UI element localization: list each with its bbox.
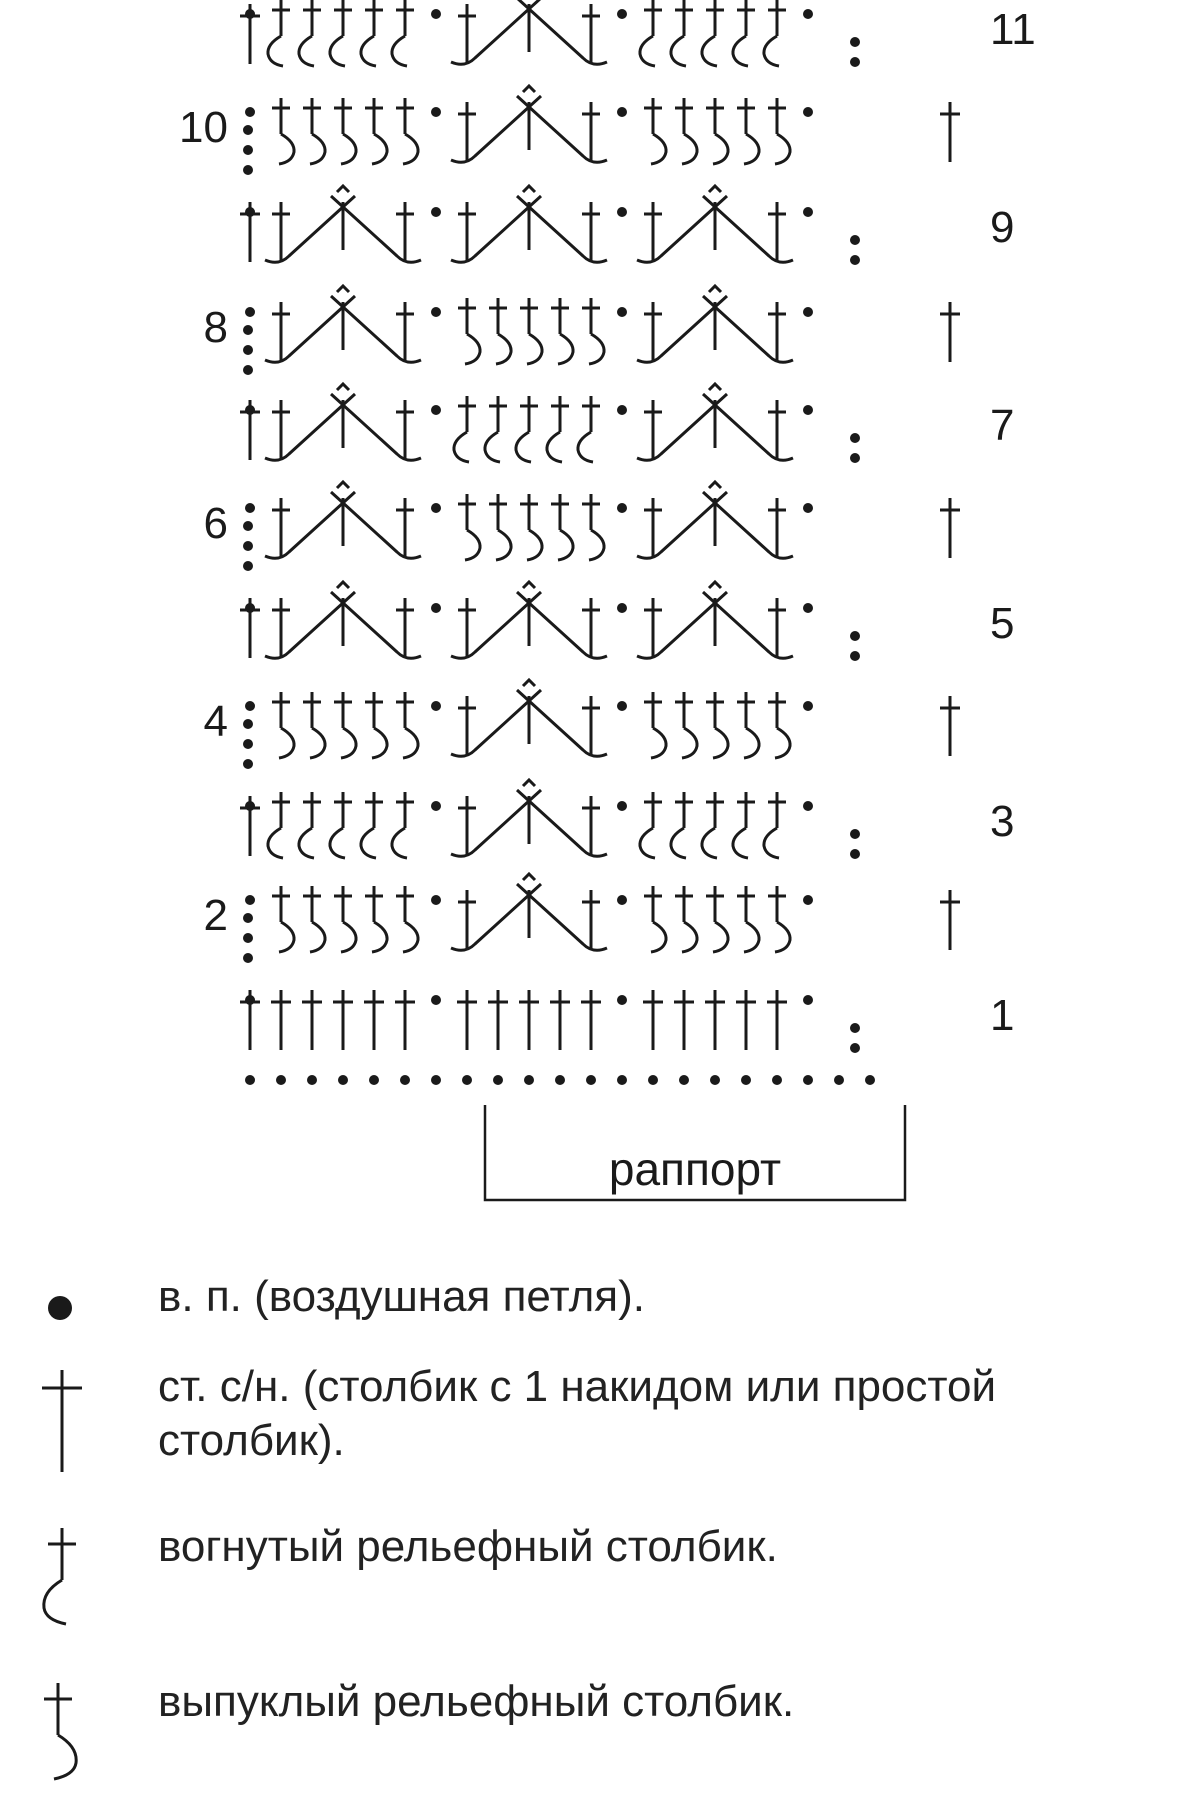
chain-stitch-icon xyxy=(679,1075,689,1085)
chain-stitch-icon xyxy=(617,307,627,317)
dc-stitch-icon xyxy=(364,990,384,1050)
front-post-dc-icon xyxy=(272,692,294,758)
chain-stitch-icon xyxy=(850,433,860,443)
chain-stitch-icon xyxy=(803,995,813,1005)
chain-stitch-icon xyxy=(431,1075,441,1085)
crossed-stitch-group-icon xyxy=(265,482,421,558)
chain-stitch-icon xyxy=(741,1075,751,1085)
front-post-dc-icon xyxy=(303,98,325,164)
chain-stitch-icon xyxy=(710,1075,720,1085)
front-post-dc-icon xyxy=(706,98,728,164)
crossed-stitch-group-icon xyxy=(451,186,607,262)
front-post-dc-icon xyxy=(582,298,604,364)
chain-stitch-icon xyxy=(803,9,813,19)
front-post-dc-icon xyxy=(334,98,356,164)
chain-stitch-icon xyxy=(850,631,860,641)
chain-stitch-icon xyxy=(431,307,441,317)
front-post-dc-icon xyxy=(20,1675,90,1795)
chain-stitch-icon xyxy=(431,207,441,217)
front-post-dc-icon xyxy=(706,692,728,758)
chain-stitch-icon xyxy=(338,1075,348,1085)
chain-stitch-icon xyxy=(850,849,860,859)
chain-stitch-icon xyxy=(617,503,627,513)
chain-stitch-icon xyxy=(431,701,441,711)
dc-stitch-icon xyxy=(271,990,291,1050)
chain-stitch-icon xyxy=(307,1075,317,1085)
front-post-dc-icon xyxy=(396,886,418,952)
front-post-dc-icon xyxy=(675,886,697,952)
chain-stitch-icon xyxy=(243,739,253,749)
chain-stitch-icon xyxy=(850,37,860,47)
back-post-dc-icon xyxy=(330,792,352,858)
row-number-9: 9 xyxy=(990,203,1015,252)
chain-stitch-icon xyxy=(617,107,627,117)
back-post-dc-icon xyxy=(733,792,755,858)
crossed-stitch-group-icon xyxy=(637,482,793,558)
crossed-stitch-group-icon xyxy=(451,680,607,756)
crossed-stitch-group-icon xyxy=(451,86,607,162)
dc-stitch-icon xyxy=(940,302,960,362)
front-post-dc-icon xyxy=(706,886,728,952)
front-post-dc-icon xyxy=(396,98,418,164)
chain-stitch-icon xyxy=(803,701,813,711)
chain-stitch-icon xyxy=(431,503,441,513)
chain-stitch-icon xyxy=(243,365,253,375)
back-post-dc-icon xyxy=(299,792,321,858)
front-post-dc-icon xyxy=(396,692,418,758)
row-number-5: 5 xyxy=(990,599,1015,648)
back-post-dc-icon xyxy=(392,0,414,66)
chain-stitch-icon xyxy=(772,1075,782,1085)
chain-stitch-icon xyxy=(617,801,627,811)
chain-stitch-icon xyxy=(850,235,860,245)
back-post-dc-icon xyxy=(547,396,569,462)
front-post-dc-icon xyxy=(675,98,697,164)
front-post-dc-icon xyxy=(675,692,697,758)
chain-stitch-icon xyxy=(400,1075,410,1085)
back-post-dc-icon xyxy=(640,0,662,66)
front-post-dc-icon xyxy=(737,98,759,164)
dc-stitch-icon xyxy=(240,598,260,658)
back-post-dc-icon xyxy=(516,396,538,462)
crossed-stitch-group-icon xyxy=(451,0,607,64)
chain-stitch-icon xyxy=(243,953,253,963)
row-number-7: 7 xyxy=(990,401,1015,450)
dc-stitch-icon xyxy=(940,102,960,162)
dc-stitch-icon xyxy=(581,990,601,1050)
dc-stitch-icon xyxy=(395,990,415,1050)
chain-stitch-icon xyxy=(243,325,253,335)
back-post-dc-icon xyxy=(268,0,290,66)
row-number-3: 3 xyxy=(990,797,1015,846)
legend-text-back-post: вогнутый рельефный столбик. xyxy=(158,1522,778,1571)
chain-stitch-icon xyxy=(850,1023,860,1033)
row-number-6: 6 xyxy=(203,499,228,548)
front-post-dc-icon xyxy=(737,692,759,758)
back-post-dc-icon xyxy=(330,0,352,66)
front-post-dc-icon xyxy=(272,886,294,952)
dc-stitch-icon xyxy=(240,400,260,460)
crossed-stitch-group-icon xyxy=(265,582,421,658)
chain-stitch-icon xyxy=(245,503,255,513)
chain-stitch-icon xyxy=(617,603,627,613)
front-post-dc-icon xyxy=(644,98,666,164)
chain-stitch-icon xyxy=(617,895,627,905)
front-post-dc-icon xyxy=(334,886,356,952)
chain-stitch-icon xyxy=(617,207,627,217)
dc-stitch-icon xyxy=(333,990,353,1050)
dc-stitch-icon xyxy=(240,796,260,856)
chain-stitch-icon xyxy=(617,1075,627,1085)
crossed-stitch-group-icon xyxy=(637,286,793,362)
front-post-dc-icon xyxy=(272,98,294,164)
chain-stitch-icon xyxy=(245,107,255,117)
back-post-dc-icon xyxy=(764,0,786,66)
dc-stitch-icon xyxy=(302,990,322,1050)
chain-stitch-icon xyxy=(243,719,253,729)
front-post-dc-icon xyxy=(644,886,666,952)
back-post-dc-icon xyxy=(485,396,507,462)
dc-stitch-icon xyxy=(674,990,694,1050)
back-post-dc-icon xyxy=(764,792,786,858)
back-post-dc-icon xyxy=(268,792,290,858)
chain-stitch-icon xyxy=(850,1043,860,1053)
legend-text-front-post: выпуклый рельефный столбик. xyxy=(158,1677,795,1726)
chain-stitch-icon xyxy=(243,541,253,551)
chain-stitch-icon xyxy=(243,521,253,531)
back-post-dc-icon xyxy=(361,792,383,858)
chain-stitch-icon xyxy=(617,405,627,415)
dc-stitch-icon xyxy=(705,990,725,1050)
dc-stitch-icon xyxy=(519,990,539,1050)
front-post-dc-icon xyxy=(458,494,480,560)
front-post-dc-icon xyxy=(551,298,573,364)
crossed-stitch-group-icon xyxy=(451,582,607,658)
back-post-dc-icon xyxy=(454,396,476,462)
dc-stitch-icon xyxy=(240,4,260,64)
chain-stitch-icon xyxy=(245,1075,255,1085)
chain-stitch-icon xyxy=(431,995,441,1005)
front-post-dc-icon xyxy=(365,692,387,758)
crossed-stitch-group-icon xyxy=(265,384,421,460)
back-post-dc-icon xyxy=(20,1520,90,1640)
chain-stitch-icon xyxy=(243,759,253,769)
chain-stitch-icon xyxy=(555,1075,565,1085)
front-post-dc-icon xyxy=(582,494,604,560)
chain-stitch-icon xyxy=(803,207,813,217)
chain-stitch-icon xyxy=(243,165,253,175)
dc-stitch-icon xyxy=(767,990,787,1050)
legend-text-dc: ст. с/н. (столбик с 1 накидом или простой столбик). xyxy=(158,1362,997,1465)
front-post-dc-icon xyxy=(768,98,790,164)
back-post-dc-icon xyxy=(578,396,600,462)
chain-stitch-icon xyxy=(850,453,860,463)
dc-stitch-icon xyxy=(940,498,960,558)
front-post-dc-icon xyxy=(458,298,480,364)
chain-stitch-icon xyxy=(431,107,441,117)
chain-stitch-icon xyxy=(243,125,253,135)
dc-stitch-icon xyxy=(643,990,663,1050)
row-number-1: 1 xyxy=(990,991,1015,1040)
chain-stitch-icon xyxy=(803,307,813,317)
front-post-dc-icon xyxy=(303,886,325,952)
chain-stitch-icon xyxy=(245,701,255,711)
back-post-dc-icon xyxy=(671,792,693,858)
front-post-dc-icon xyxy=(768,886,790,952)
chain-stitch-icon xyxy=(803,1075,813,1085)
dc-stitch-icon xyxy=(488,990,508,1050)
front-post-dc-icon xyxy=(303,692,325,758)
front-post-dc-icon xyxy=(334,692,356,758)
chain-stitch-icon xyxy=(803,405,813,415)
chain-stitch-icon xyxy=(243,345,253,355)
back-post-dc-icon xyxy=(361,0,383,66)
chain-stitch-icon xyxy=(243,145,253,155)
dc-stitch-icon xyxy=(240,990,260,1050)
row-number-4: 4 xyxy=(203,697,228,746)
front-post-dc-icon xyxy=(365,98,387,164)
front-post-dc-icon xyxy=(520,494,542,560)
chain-stitch-icon xyxy=(431,603,441,613)
chain-stitch-icon xyxy=(493,1075,503,1085)
row-labels xyxy=(179,5,1036,1040)
chain-stitch-icon xyxy=(850,651,860,661)
front-post-dc-icon xyxy=(737,886,759,952)
dc-stitch-icon xyxy=(550,990,570,1050)
chain-stitch-icon xyxy=(617,995,627,1005)
chain-stitch-icon xyxy=(617,701,627,711)
front-post-dc-icon xyxy=(365,886,387,952)
row-number-10: 10 xyxy=(179,103,228,152)
chain-stitch-icon xyxy=(369,1075,379,1085)
chart-symbols xyxy=(240,0,960,1085)
chain-stitch-icon xyxy=(834,1075,844,1085)
double-crochet-icon xyxy=(20,1360,90,1480)
chain-stitch-icon xyxy=(803,107,813,117)
dc-stitch-icon xyxy=(736,990,756,1050)
chain-stitch-icon xyxy=(276,1075,286,1085)
crossed-stitch-group-icon xyxy=(637,186,793,262)
repeat-label: раппорт xyxy=(608,1143,782,1195)
back-post-dc-icon xyxy=(640,792,662,858)
chain-stitch-icon xyxy=(524,1075,534,1085)
chain-stitch-icon xyxy=(617,9,627,19)
crossed-stitch-group-icon xyxy=(637,384,793,460)
chain-stitch-icon xyxy=(243,561,253,571)
dc-stitch-icon xyxy=(457,990,477,1050)
chain-stitch-icon xyxy=(850,255,860,265)
chain-stitch-icon xyxy=(243,913,253,923)
row-number-11: 11 xyxy=(990,5,1036,54)
legend-text-chain: в. п. (воздушная петля). xyxy=(158,1272,646,1321)
crossed-stitch-group-icon xyxy=(637,582,793,658)
chain-stitch-icon xyxy=(803,895,813,905)
front-post-dc-icon xyxy=(489,298,511,364)
chain-stitch-icon xyxy=(850,829,860,839)
row-number-8: 8 xyxy=(203,303,228,352)
chain-stitch-icon xyxy=(431,405,441,415)
chain-stitch-icon xyxy=(245,307,255,317)
dc-stitch-icon xyxy=(940,890,960,950)
chain-stitch-icon xyxy=(243,933,253,943)
chain-stitch-icon xyxy=(431,9,441,19)
crossed-stitch-group-icon xyxy=(451,780,607,856)
row-number-2: 2 xyxy=(203,891,228,940)
chain-stitch-icon xyxy=(803,503,813,513)
chain-stitch-icon xyxy=(803,801,813,811)
back-post-dc-icon xyxy=(733,0,755,66)
crossed-stitch-group-icon xyxy=(265,286,421,362)
back-post-dc-icon xyxy=(702,0,724,66)
front-post-dc-icon xyxy=(768,692,790,758)
back-post-dc-icon xyxy=(702,792,724,858)
crossed-stitch-group-icon xyxy=(265,186,421,262)
chain-stitch-icon xyxy=(850,57,860,67)
chain-stitch-icon xyxy=(431,895,441,905)
front-post-dc-icon xyxy=(489,494,511,560)
front-post-dc-icon xyxy=(551,494,573,560)
chain-stitch-icon xyxy=(431,801,441,811)
back-post-dc-icon xyxy=(299,0,321,66)
dc-stitch-icon xyxy=(940,696,960,756)
chain-stitch-icon xyxy=(648,1075,658,1085)
legend xyxy=(0,1230,1200,1770)
front-post-dc-icon xyxy=(644,692,666,758)
dc-stitch-icon xyxy=(240,202,260,262)
chain-stitch-icon xyxy=(586,1075,596,1085)
chain-stitch-icon xyxy=(865,1075,875,1085)
back-post-dc-icon xyxy=(671,0,693,66)
back-post-dc-icon xyxy=(392,792,414,858)
chain-stitch-icon xyxy=(245,895,255,905)
chain-stitch-icon xyxy=(803,603,813,613)
crossed-stitch-group-icon xyxy=(451,874,607,950)
chain-stitch-icon xyxy=(462,1075,472,1085)
front-post-dc-icon xyxy=(520,298,542,364)
